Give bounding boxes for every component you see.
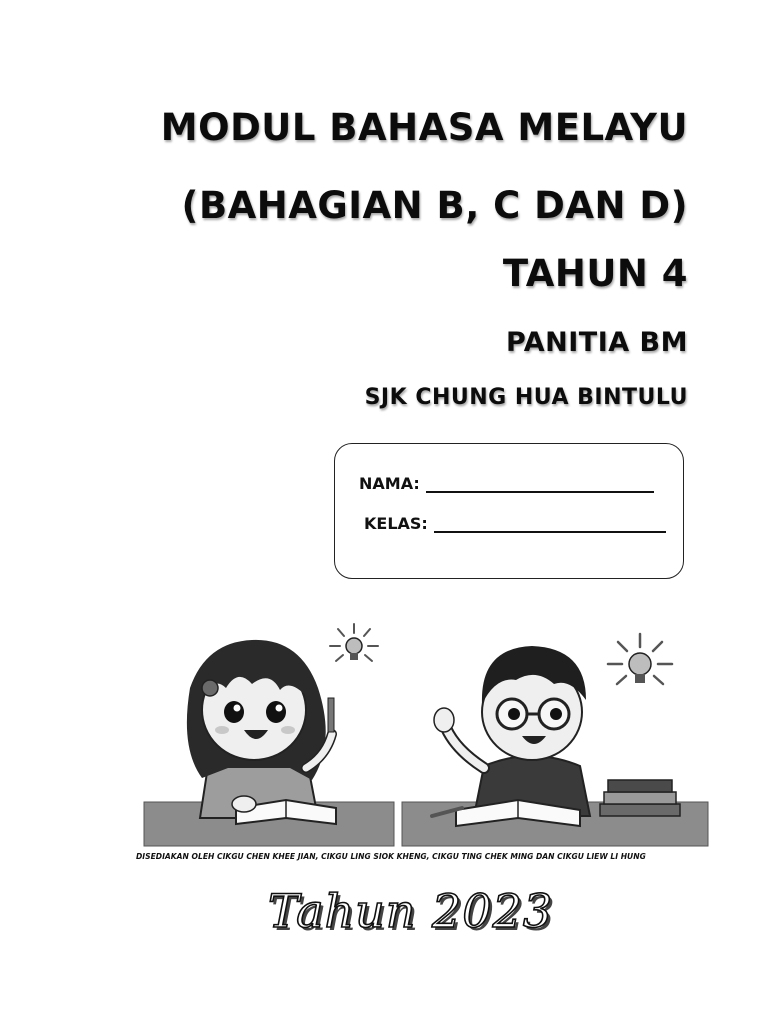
title-line-3: TAHUN 4 — [502, 252, 688, 295]
name-blank-line[interactable] — [426, 477, 654, 493]
title-line-2: (BAHAGIAN B, C DAN D) — [181, 184, 688, 227]
credits-line: DISEDIAKAN OLEH CIKGU CHEN KHEE JIAN, CIKGU LING SIOK KHENG, CIKGU TING CHEK MING DAN CIKGU LIEW LI HUNG — [136, 852, 646, 861]
title-line-1: MODUL BAHASA MELAYU — [160, 106, 688, 149]
class-field[interactable] — [364, 514, 666, 533]
committee-name: PANITIA BM — [505, 327, 688, 358]
boy-illustration — [402, 646, 708, 846]
class-blank-line[interactable] — [434, 517, 666, 533]
girl-illustration — [144, 640, 394, 846]
name-label: NAMA: — [359, 474, 420, 493]
student-info-box — [334, 443, 684, 579]
year-title: Tahun 2023 — [268, 884, 554, 938]
school-name: SJK CHUNG HUA BINTULU — [364, 385, 688, 410]
lightbulb-icon — [608, 634, 672, 684]
students-illustration — [140, 618, 712, 850]
class-label: KELAS: — [364, 514, 428, 533]
lightbulb-icon — [330, 624, 378, 661]
name-field[interactable] — [359, 474, 654, 493]
